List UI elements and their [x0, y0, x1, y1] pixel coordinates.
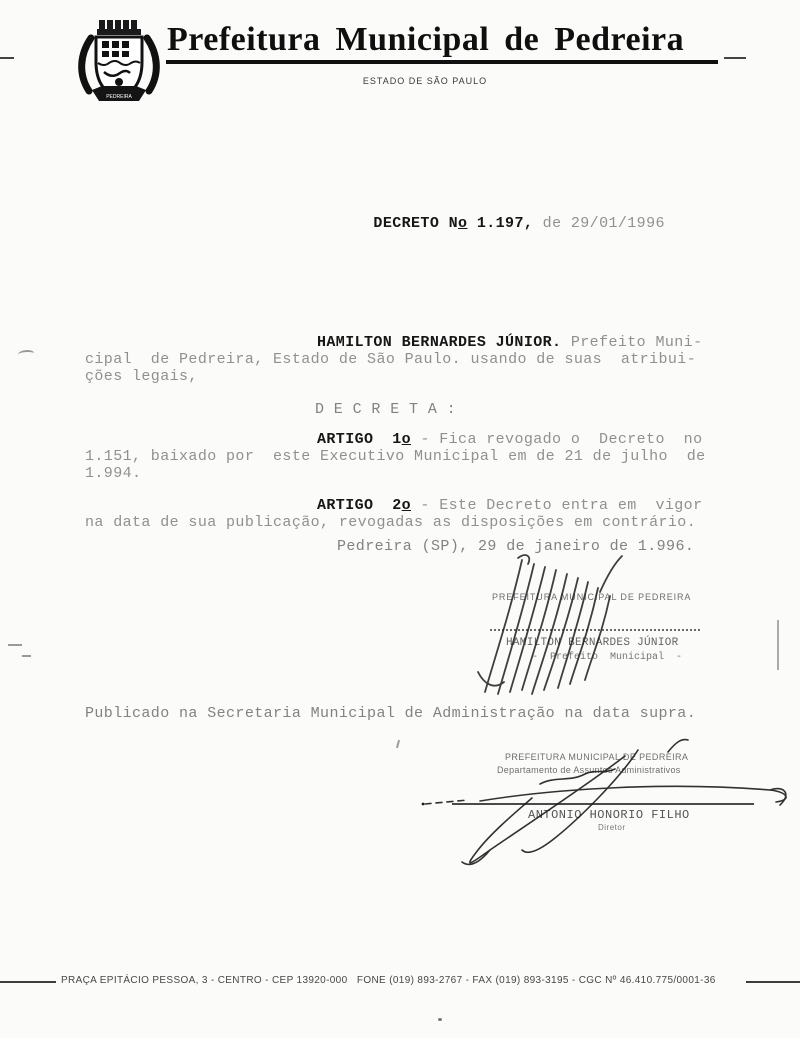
artigo-2-line1-rest: - Este Decreto entra em vigor: [411, 497, 703, 514]
mayor-handwritten-signature: [470, 552, 685, 697]
scan-artifact-dash-small: [22, 655, 31, 657]
scan-artifact-dash: [8, 644, 22, 646]
artigo-2-ordinal: o: [401, 497, 412, 514]
artigo-1-ordinal: o: [401, 431, 412, 448]
publication-line: Publicado na Secretaria Municipal de Administração na data supra.: [85, 705, 697, 722]
crest-ribbon-text: PEDREIRA: [106, 94, 132, 100]
footer-address: PRAÇA EPITÁCIO PESSOA, 3 - CENTRO - CEP 13920-000 FONE (019) 893-2767 - FAX (019) 893-3195 - CGC Nº 46.410.775/0001-36: [61, 975, 716, 986]
mayor-signature-name: HAMILTON BERNARDES JÚNIOR: [506, 637, 679, 649]
footer-rule-left: [0, 981, 56, 983]
preamble-paragraph: [85, 334, 730, 385]
director-handwritten-signature: [420, 738, 800, 873]
artigo-1-line2: 1.151, baixado por este Executivo Municipal em de 21 de julho de: [85, 448, 706, 465]
artigo-1-label: ARTIGO 1: [317, 431, 402, 448]
director-stamp-dept: Departamento de Assuntos Administrativos: [497, 765, 681, 775]
director-signature-icon: [420, 738, 800, 873]
page-title: Prefeitura Municipal de Pedreira: [167, 21, 685, 58]
header-subtitle: ESTADO DE SÃO PAULO: [362, 76, 488, 86]
director-stamp-org: PREFEITURA MUNICIPAL DE PEDREIRA: [505, 752, 689, 762]
mayor-signature-role: - Prefeito Municipal -: [532, 652, 683, 663]
coat-of-arms-icon: [74, 10, 164, 105]
director-role: Diretor: [598, 823, 626, 832]
scan-artifact-vertical-line: [777, 620, 779, 670]
header-rule-left-dash: [0, 57, 14, 59]
footer-rule-right: [746, 981, 800, 983]
scan-artifact-tilde: [18, 350, 34, 358]
decreta-heading: D E C R E T A :: [315, 401, 457, 418]
scan-artifact-apostrophe: [396, 740, 400, 748]
preamble-line2: cipal de Pedreira, Estado de São Paulo. usando de suas atribui-: [85, 351, 697, 368]
artigo-2-line2: na data de sua publicação, revogadas as disposições em contrário.: [85, 514, 697, 531]
decree-date: de 29/01/1996: [533, 215, 665, 232]
artigo-1-line3: 1.994.: [85, 465, 142, 482]
decree-number-prefix: DECRETO N: [373, 215, 459, 232]
director-name: ANTONIO HONORIO FILHO: [528, 808, 690, 822]
artigo-1: [85, 431, 730, 482]
header-rule-right-dash: [724, 57, 746, 59]
preamble-line1-rest: Prefeito Muni-: [561, 334, 703, 351]
scan-artifact-dot: [438, 1018, 442, 1021]
header-rule: [166, 60, 718, 64]
dateline: Pedreira (SP), 29 de janeiro de 1.996.: [337, 538, 695, 555]
coat-of-arms: [74, 10, 164, 105]
decree-number-ordinal: o: [458, 215, 468, 232]
artigo-2: [85, 497, 730, 531]
mayor-signature-icon: [470, 552, 685, 697]
preamble-line3: ções legais,: [85, 368, 198, 385]
mayor-name-bold: HAMILTON BERNARDES JÚNIOR.: [317, 334, 562, 351]
artigo-2-label: ARTIGO 2: [317, 497, 402, 514]
decree-title: [317, 198, 665, 249]
decree-number-rest: 1.197,: [467, 215, 534, 232]
artigo-1-line1-rest: - Fica revogado o Decreto no: [411, 431, 703, 448]
mayor-signature-org: PREFEITURA MUNICIPAL DE PEDREIRA: [492, 592, 692, 602]
